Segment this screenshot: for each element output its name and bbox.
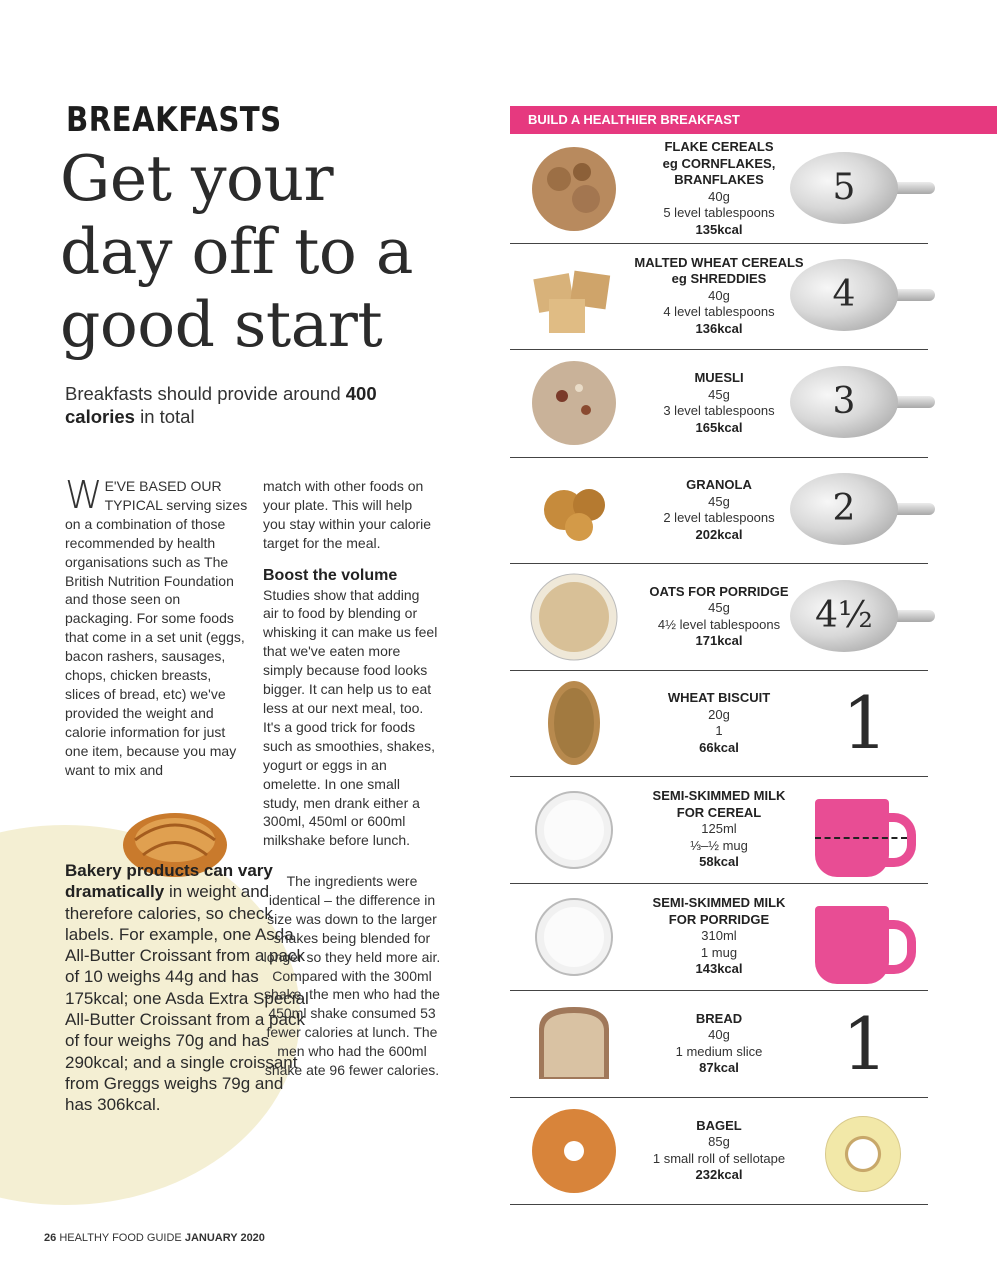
- page-footer: [44, 1232, 265, 1244]
- headline-line: Get your: [60, 142, 334, 215]
- item-weight: 45g: [708, 600, 730, 615]
- panel-title: BUILD A HEALTHIER BREAKFAST: [510, 106, 997, 134]
- portion-count: 1: [842, 681, 888, 765]
- intro-post: in total: [134, 406, 195, 427]
- item-weight: 45g: [708, 493, 730, 509]
- headline-line: good start: [60, 288, 383, 361]
- item-weight: 40g: [708, 1027, 730, 1042]
- magazine-name: HEALTHY FOOD GUIDE: [59, 1232, 182, 1244]
- item-info: [630, 1118, 808, 1184]
- breakfast-row: [510, 1097, 928, 1205]
- portion-visual: [785, 785, 925, 875]
- bakery-text: in weight and therefore calories, so check labels. For example, one Asda All-Butter Croissant from a pack of 10 weighs 44g and has 175kcal; one Asda Extra Special All-Butter Croissant from a pack of four weighs 70g and has 290kcal; and a single croissant from Greggs weighs 79g and has 306kcal.: [65, 882, 309, 1115]
- item-info: [630, 788, 808, 871]
- breakfast-row: [510, 990, 928, 1098]
- item-weight: 45g: [708, 386, 730, 402]
- item-kcal: 171kcal: [695, 633, 743, 648]
- body-column-2: [263, 477, 438, 850]
- item-portion: 5 level tablespoons: [663, 205, 775, 220]
- spoon-count: 3: [832, 381, 856, 422]
- item-info: [630, 895, 808, 978]
- item-info: [630, 139, 808, 238]
- item-portion: 4½ level tablespoons: [657, 616, 781, 632]
- portion-visual: [785, 144, 925, 234]
- breakfast-row: [510, 776, 928, 884]
- item-kcal: 232kcal: [695, 1167, 743, 1182]
- body-column-1: [65, 473, 250, 780]
- item-kcal: 165kcal: [695, 419, 743, 435]
- item-name1: MALTED WHEAT CEREALS: [634, 254, 804, 270]
- item-kcal: 202kcal: [695, 526, 743, 542]
- item-name1: SEMI-SKIMMED MILK: [652, 895, 786, 911]
- item-info: [630, 584, 808, 650]
- item-portion: ⅓–½ mug: [690, 837, 748, 853]
- headline-line: day off to a: [60, 215, 413, 288]
- spoon-count: 5: [832, 166, 856, 208]
- item-info: [630, 370, 808, 436]
- breakfast-row: [510, 457, 928, 564]
- item-portion: 3 level tablespoons: [663, 403, 775, 418]
- item-weight: 20g: [708, 706, 730, 722]
- breakfast-row: [510, 349, 928, 458]
- item-weight: 40g: [708, 188, 730, 204]
- breakfast-row: [510, 883, 928, 991]
- item-name3: BRANFLAKES: [674, 172, 764, 187]
- item-weight: 125ml: [701, 821, 737, 837]
- portion-visual: [785, 465, 925, 555]
- spoon-count: 4: [832, 274, 856, 315]
- item-weight: 310ml: [701, 928, 737, 944]
- fill-line: [815, 837, 907, 839]
- item-kcal: 66kcal: [699, 739, 739, 755]
- item-name2: eg CORNFLAKES,: [662, 155, 776, 171]
- item-name1: OATS FOR PORRIDGE: [649, 583, 789, 599]
- section-label: BREAKFASTS: [66, 100, 282, 140]
- item-kcal: 58kcal: [699, 854, 739, 870]
- portion-visual: [785, 358, 925, 448]
- item-name1: SEMI-SKIMMED MILK: [652, 788, 786, 804]
- shreddies-image: [524, 251, 624, 341]
- item-name1: WHEAT BISCUIT: [667, 690, 771, 705]
- mug-icon: [815, 906, 889, 984]
- muesli-image: [524, 358, 624, 448]
- breakfast-row: [510, 243, 928, 350]
- item-name2: eg SHREDDIES: [671, 271, 767, 287]
- portion-visual: [785, 572, 925, 662]
- item-info: [630, 1011, 808, 1077]
- item-name1: BREAD: [695, 1010, 743, 1026]
- portion-visual: [785, 1106, 925, 1196]
- body-column-2-continued: The ingredients were identical – the difference in size was down to the larger shakes being blended for longer so they held more air. Compared with the 300ml shake, the men who had the 450ml shake consumed 53 fewer calories at lunch. The men who had the 600ml shake ate 96 fewer calories.: [263, 873, 441, 1079]
- intro-pre: Breakfasts should provide around: [65, 383, 346, 404]
- breakfast-row: [510, 134, 928, 244]
- wheat-biscuit-image: [524, 678, 624, 768]
- sellotape-icon: [825, 1116, 901, 1192]
- item-weight: 85g: [708, 1134, 730, 1149]
- item-name1: BAGEL: [696, 1117, 742, 1133]
- subheading: Boost the volume: [263, 566, 398, 584]
- spoon-count: 2: [832, 488, 856, 529]
- item-portion: 4 level tablespoons: [663, 304, 775, 320]
- milk-glass-image: [524, 892, 624, 982]
- item-portion: 2 level tablespoons: [663, 510, 775, 525]
- item-name1: GRANOLA: [686, 477, 752, 492]
- bread-image: [524, 999, 624, 1089]
- portion-count: 1: [842, 1001, 888, 1086]
- bagel-image: [524, 1106, 624, 1196]
- item-portion: 1 medium slice: [675, 1043, 763, 1059]
- bakery-bold: Bakery products can vary dramatically: [65, 861, 273, 902]
- body-text: match with other foods on your plate. This will help you stay within your calorie target for the meal.: [263, 478, 432, 551]
- item-name1: MUESLI: [694, 370, 744, 385]
- portion-visual: [785, 892, 925, 982]
- headline: [60, 142, 480, 361]
- issue-date: JANUARY 2020: [184, 1232, 265, 1244]
- item-kcal: 136kcal: [695, 320, 743, 336]
- item-name2: FOR PORRIDGE: [668, 911, 770, 927]
- item-info: [630, 477, 808, 543]
- portion-visual: [785, 251, 925, 341]
- item-portion: 1: [715, 723, 723, 738]
- oats-image: [524, 572, 624, 662]
- page-number: 26: [44, 1232, 57, 1244]
- item-info: [630, 690, 808, 756]
- item-weight: 40g: [708, 287, 730, 303]
- spoon-count: 4½: [815, 594, 873, 636]
- drop-cap: W: [65, 473, 103, 517]
- item-name1: FLAKE CEREALS: [664, 139, 774, 154]
- intro-text: [65, 382, 385, 428]
- milk-glass-image: [524, 785, 624, 875]
- intro-bold: 400 calories: [65, 383, 377, 427]
- item-portion: 1 mug: [700, 944, 738, 960]
- item-name2: FOR CEREAL: [676, 804, 762, 820]
- body-text: Studies show that adding air to food by blending or whisking it can make us feel that we've eaten more simply because food looks bigger. It can help us to eat less at our next meal, too. It's a good trick for foods such as smoothies, shakes, yogurt or eggs in an omelette. In one small study, men drank either a 300ml, 450ml or 600ml milkshake before lunch.: [263, 586, 438, 849]
- item-info: [630, 255, 808, 338]
- breakfast-row: [510, 563, 928, 671]
- item-kcal: 135kcal: [695, 221, 743, 237]
- item-kcal: 143kcal: [695, 961, 743, 977]
- item-portion: 1 small roll of sellotape: [652, 1150, 786, 1166]
- portion-visual: [785, 678, 925, 768]
- flakes-image: [524, 144, 624, 234]
- breakfast-row: [510, 670, 928, 777]
- portion-visual: [785, 999, 925, 1089]
- body-text: E'VE BASED OUR TYPICAL serving sizes on a combination of those recommended by health organisations such as The British Nutrition Foundation and those seen on packaging. For some foods that come in a set unit (eggs, bacon rashers, sausages, chops, chicken breasts, slices of bread, etc) we've provided the weight and calorie information for just one item, because you may want to mix and: [65, 478, 248, 778]
- item-kcal: 87kcal: [699, 1060, 739, 1075]
- granola-image: [524, 465, 624, 555]
